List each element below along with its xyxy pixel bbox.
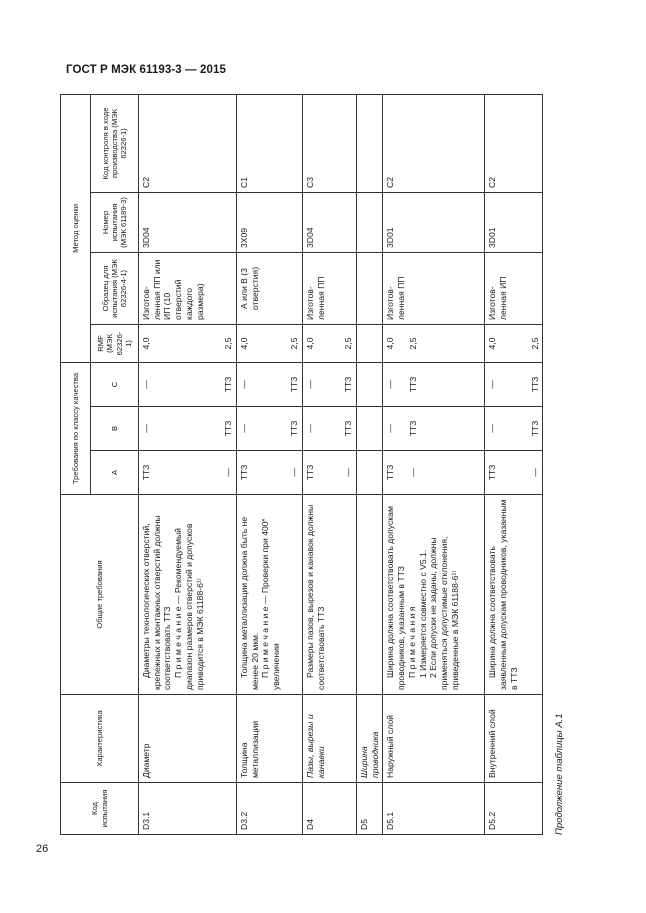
col-characteristic-header: Характеристика [61, 695, 139, 783]
cell-code: D5 [357, 783, 383, 835]
table-row [383, 94, 485, 834]
cell-b [383, 407, 485, 451]
table-row [357, 94, 383, 834]
cell-a [237, 451, 303, 495]
cell-code: D3.1 [139, 783, 237, 835]
cell-c [237, 362, 303, 406]
cell-b-top: — [385, 424, 396, 433]
table-row [237, 94, 303, 834]
requirement-note: П р и м е ч а н и е — Проверки при 400˟ увеличении [260, 518, 282, 690]
cell-rmf-top: 4,0 [385, 337, 396, 350]
cell-rmf-bottom: 2,5 [223, 337, 234, 350]
cell-c [383, 362, 485, 406]
cell-a-bottom: — [408, 468, 419, 477]
cell-b-top: — [487, 424, 498, 433]
cell-rmf-bottom: 2,5 [408, 337, 419, 350]
requirement-text: Ширина должна соответствовать допускам проводников, указанным в ТТЗ [385, 506, 407, 690]
col-number-header: Номер испытания (МЭК 61189-3) [91, 192, 139, 252]
cell-rmf [303, 324, 357, 362]
page-number: 26 [36, 843, 49, 855]
cell-code: D3.2 [237, 783, 303, 835]
cell-control: C3 [303, 94, 357, 192]
cell-c [485, 362, 543, 406]
cell-characteristic: Ширина проводника [357, 695, 383, 783]
cell-characteristic: Внутренний слой [485, 695, 543, 783]
cell-a-top: ТТЗ [305, 464, 315, 481]
cell-c-bottom: ТТЗ [408, 376, 419, 393]
cell-c [303, 362, 357, 406]
cell-rmf [139, 324, 237, 362]
table-row [303, 94, 357, 834]
table-row [139, 94, 237, 834]
cell-characteristic: Толщина металлизации [237, 695, 303, 783]
cell-rmf-top: 4,0 [141, 337, 151, 350]
requirement-text: Диаметры технологических отверстий, крепежных и монтажных отверстий должны соответствовать ТТЗ [141, 515, 173, 690]
cell-number: 3X09 [237, 192, 303, 252]
cell-c-top: — [385, 380, 396, 389]
table-row [485, 94, 543, 834]
col-requirements-group-header: Требования по классу качества [61, 362, 91, 494]
cell-number: 3D04 [139, 192, 237, 252]
col-c-header: С [91, 362, 139, 406]
cell-control: C2 [383, 94, 485, 192]
cell-sample: А или В (3 отверстия) [237, 252, 303, 324]
cell-a-top: ТТЗ [487, 464, 498, 481]
cell-general [303, 495, 357, 695]
col-control-header: Код контроля в ходе производства (МЭК 62326-1) [91, 94, 139, 192]
cell-control: C2 [485, 94, 543, 192]
cell-a-top: ТТЗ [385, 464, 396, 481]
cell-characteristic: Пазы, вырезы и канавки [303, 695, 357, 783]
cell-a [303, 451, 357, 495]
cell-b [303, 407, 357, 451]
col-method-group-header: Метод оценки [61, 94, 91, 362]
cell-b-bottom: ТТЗ [343, 420, 354, 437]
cell-c-top: — [487, 380, 498, 389]
cell-number: 3D04 [303, 192, 357, 252]
cell-code: D5.2 [485, 783, 543, 835]
cell-rmf-top: 4,0 [239, 337, 249, 350]
cell-sample: Изготов- ленная ПП [383, 252, 485, 324]
cell-rmf [237, 324, 303, 362]
cell-number: 3D01 [383, 192, 485, 252]
col-b-header: В [91, 407, 139, 451]
cell-c-bottom: ТТЗ [223, 376, 234, 393]
cell-c-bottom: ТТЗ [343, 376, 354, 393]
cell-a [383, 451, 485, 495]
cell-c-top: — [305, 380, 315, 389]
document-header: ГОСТ Р МЭК 61193-3 — 2015 [66, 64, 226, 76]
cell-general [383, 495, 485, 695]
cell-sample: Изготов- ленная ИП [485, 252, 543, 324]
cell-b [485, 407, 543, 451]
requirement-note-title: П р и м е ч а н и я [406, 606, 417, 678]
cell-rmf [485, 324, 543, 362]
cell-control: C1 [237, 94, 303, 192]
cell-rmf-bottom: 2,5 [289, 337, 300, 350]
cell-c [139, 362, 237, 406]
cell-a-bottom: — [529, 468, 540, 477]
cell-b [237, 407, 303, 451]
cell-characteristic: Диаметр [139, 695, 237, 783]
col-sample-header: Образец для испытания (МЭК 62326-4-1) [91, 252, 139, 324]
cell-b-bottom: ТТЗ [408, 420, 419, 437]
cell-number: 3D01 [485, 192, 543, 252]
cell-rmf-top: 4,0 [487, 337, 498, 350]
cell-b-bottom: ТТЗ [223, 420, 234, 437]
cell-a-bottom: — [343, 468, 354, 477]
cell-rmf-bottom: 2,5 [343, 337, 354, 350]
col-code-header: Код испытания [61, 783, 139, 835]
requirement-note-1: 1 Измеряется совместно с V5.1. [417, 549, 428, 678]
cell-general [485, 495, 543, 695]
cell-rmf [383, 324, 485, 362]
col-rmf-header: RMF (МЭК 62326-1) [91, 324, 139, 362]
table-caption: Продолжение таблицы А.1 [554, 713, 565, 835]
cell-b-top: — [239, 424, 249, 433]
cell-a-bottom: — [289, 468, 300, 477]
cell-code: D5.1 [383, 783, 485, 835]
cell-a [485, 451, 543, 495]
requirements-table [60, 94, 543, 835]
col-a-header: А [91, 451, 139, 495]
cell-c-bottom: ТТЗ [529, 376, 540, 393]
requirement-text: Размеры пазов, вырезов и канавок должны соответствовать ТТЗ [305, 504, 326, 690]
cell-code: D4 [303, 783, 357, 835]
cell-rmf-top: 4,0 [305, 337, 315, 350]
requirement-text: Толщина металлизации должна быть не менее 20 мкм. [239, 516, 260, 690]
cell-characteristic: Наружный слой [383, 695, 485, 783]
cell-rmf-bottom: 2,5 [529, 337, 540, 350]
rotated-table-frame [60, 95, 570, 835]
cell-a-top: ТТЗ [141, 464, 151, 481]
cell-c-top: — [239, 380, 249, 389]
cell-control: C2 [139, 94, 237, 192]
cell-general [139, 495, 237, 695]
cell-sample: Изготов- ленная ПП или ИП (10 отверстий каждого размера) [139, 252, 237, 324]
cell-b-top: — [305, 424, 315, 433]
header-row-group [61, 94, 91, 834]
cell-a [139, 451, 237, 495]
cell-a-top: ТТЗ [239, 464, 249, 481]
rotated-table-area [60, 95, 570, 835]
col-general-header: Общие требования [61, 495, 139, 695]
cell-b-bottom: ТТЗ [529, 420, 540, 437]
cell-b [139, 407, 237, 451]
cell-b-bottom: ТТЗ [289, 420, 300, 437]
requirement-note-2: 2 Если допуски не заданы, должны применяться допустимые отклонения, приведенные в МЭК 61188-6¹⁾ [428, 536, 460, 690]
requirement-note: П р и м е ч а н и е — Рекомендуемый диапазон размеров отверстий и допусков приводится в МЭК 61188-6¹⁾ [173, 523, 205, 690]
cell-c-bottom: ТТЗ [289, 376, 300, 393]
cell-a-bottom: — [223, 468, 234, 477]
requirement-text: Ширина должна соответствовать заявленным допускам проводников, указанным в ТТЗ [487, 499, 519, 690]
cell-c-top: — [141, 380, 151, 389]
cell-general [237, 495, 303, 695]
cell-b-top: — [141, 424, 151, 433]
cell-sample: Изготов- ленная ПП [303, 252, 357, 324]
